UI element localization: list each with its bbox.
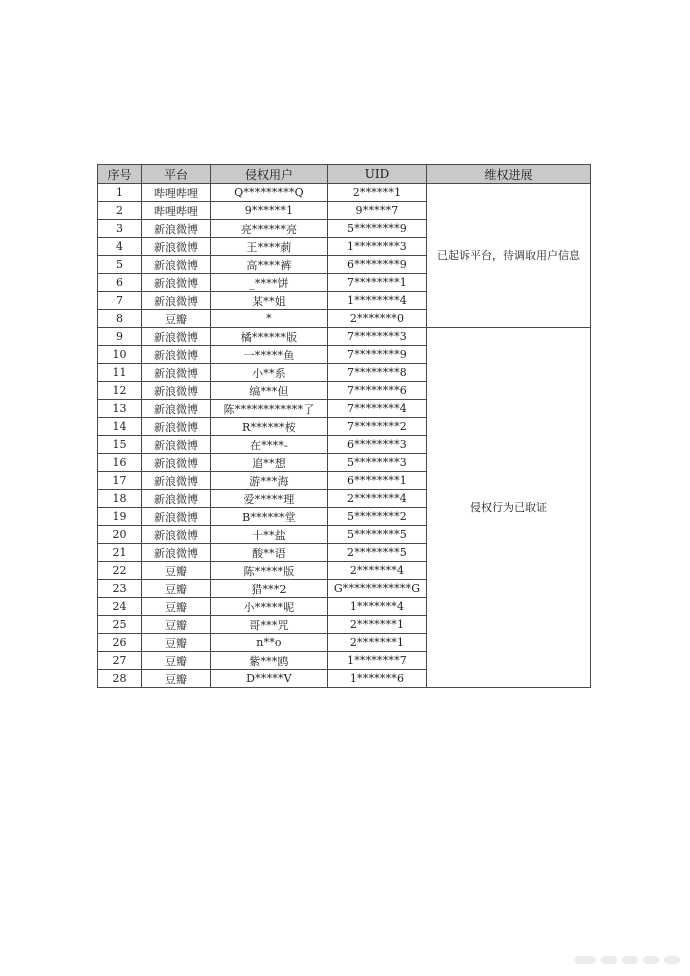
cell-user: 陈*****版 bbox=[211, 562, 328, 580]
cell-index: 13 bbox=[98, 400, 142, 418]
cell-user: 猎***2 bbox=[211, 580, 328, 598]
cell-uid: 7********3 bbox=[328, 328, 427, 346]
cell-index: 23 bbox=[98, 580, 142, 598]
table-row bbox=[98, 184, 591, 202]
cell-platform: 新浪微博 bbox=[142, 544, 211, 562]
cell-uid: 6********1 bbox=[328, 472, 427, 490]
cell-index: 5 bbox=[98, 256, 142, 274]
header-progress: 维权进展 bbox=[427, 165, 591, 184]
cell-uid: 2*******1 bbox=[328, 616, 427, 634]
cell-uid: 2********4 bbox=[328, 490, 427, 508]
cell-progress-status: 已起诉平台，待调取用户信息 bbox=[427, 184, 591, 328]
watermark bbox=[560, 954, 680, 966]
cell-platform: 新浪微博 bbox=[142, 436, 211, 454]
cell-platform: 新浪微博 bbox=[142, 490, 211, 508]
cell-progress-status: 侵权行为已取证 bbox=[427, 328, 591, 688]
cell-platform: 新浪微博 bbox=[142, 292, 211, 310]
cell-platform: 豆瓣 bbox=[142, 580, 211, 598]
cell-uid: 7********2 bbox=[328, 418, 427, 436]
cell-uid: 5********5 bbox=[328, 526, 427, 544]
cell-user: 9******1 bbox=[211, 202, 328, 220]
cell-uid: 1********3 bbox=[328, 238, 427, 256]
cell-user: * bbox=[211, 310, 328, 328]
cell-user: 缟***但 bbox=[211, 382, 328, 400]
cell-index: 24 bbox=[98, 598, 142, 616]
cell-index: 26 bbox=[98, 634, 142, 652]
cell-uid: 6********9 bbox=[328, 256, 427, 274]
cell-user: 某**姐 bbox=[211, 292, 328, 310]
cell-index: 12 bbox=[98, 382, 142, 400]
cell-user: 酸**语 bbox=[211, 544, 328, 562]
cell-user: _****饼 bbox=[211, 274, 328, 292]
cell-index: 27 bbox=[98, 652, 142, 670]
cell-user: 游***海 bbox=[211, 472, 328, 490]
cell-uid: 5********2 bbox=[328, 508, 427, 526]
cell-platform: 哔哩哔哩 bbox=[142, 202, 211, 220]
cell-uid: 1*******4 bbox=[328, 598, 427, 616]
cell-platform: 新浪微博 bbox=[142, 508, 211, 526]
cell-platform: 豆瓣 bbox=[142, 562, 211, 580]
cell-uid: 7********6 bbox=[328, 382, 427, 400]
cell-index: 28 bbox=[98, 670, 142, 688]
cell-index: 17 bbox=[98, 472, 142, 490]
cell-user: 一*****鱼 bbox=[211, 346, 328, 364]
cell-uid: 2*******4 bbox=[328, 562, 427, 580]
cell-index: 3 bbox=[98, 220, 142, 238]
cell-platform: 新浪微博 bbox=[142, 418, 211, 436]
cell-index: 19 bbox=[98, 508, 142, 526]
cell-user: n**o bbox=[211, 634, 328, 652]
cell-index: 21 bbox=[98, 544, 142, 562]
cell-platform: 新浪微博 bbox=[142, 382, 211, 400]
cell-user: 哥***咒 bbox=[211, 616, 328, 634]
cell-uid: 7********8 bbox=[328, 364, 427, 382]
header-user: 侵权用户 bbox=[211, 165, 328, 184]
cell-index: 11 bbox=[98, 364, 142, 382]
cell-index: 25 bbox=[98, 616, 142, 634]
cell-platform: 新浪微博 bbox=[142, 472, 211, 490]
cell-user: Q*********Q bbox=[211, 184, 328, 202]
cell-index: 6 bbox=[98, 274, 142, 292]
cell-user: 高****裤 bbox=[211, 256, 328, 274]
cell-user: 王****莿 bbox=[211, 238, 328, 256]
cell-platform: 豆瓣 bbox=[142, 634, 211, 652]
cell-uid: 7********1 bbox=[328, 274, 427, 292]
cell-uid: 2*******0 bbox=[328, 310, 427, 328]
cell-platform: 豆瓣 bbox=[142, 310, 211, 328]
cell-index: 8 bbox=[98, 310, 142, 328]
cell-uid: G************G bbox=[328, 580, 427, 598]
cell-platform: 豆瓣 bbox=[142, 616, 211, 634]
cell-uid: 6********3 bbox=[328, 436, 427, 454]
cell-platform: 新浪微博 bbox=[142, 220, 211, 238]
cell-uid: 5********3 bbox=[328, 454, 427, 472]
cell-user: 小**系 bbox=[211, 364, 328, 382]
cell-index: 22 bbox=[98, 562, 142, 580]
cell-uid: 2********5 bbox=[328, 544, 427, 562]
cell-index: 20 bbox=[98, 526, 142, 544]
cell-platform: 新浪微博 bbox=[142, 274, 211, 292]
cell-index: 14 bbox=[98, 418, 142, 436]
cell-index: 4 bbox=[98, 238, 142, 256]
cell-platform: 新浪微博 bbox=[142, 454, 211, 472]
cell-uid: 2*******1 bbox=[328, 634, 427, 652]
cell-index: 7 bbox=[98, 292, 142, 310]
cell-uid: 5********9 bbox=[328, 220, 427, 238]
cell-platform: 新浪微博 bbox=[142, 328, 211, 346]
cell-platform: 新浪微博 bbox=[142, 256, 211, 274]
cell-index: 15 bbox=[98, 436, 142, 454]
cell-user: 陈************了 bbox=[211, 400, 328, 418]
cell-platform: 新浪微博 bbox=[142, 400, 211, 418]
cell-uid: 9*****7 bbox=[328, 202, 427, 220]
cell-uid: 1********7 bbox=[328, 652, 427, 670]
cell-index: 10 bbox=[98, 346, 142, 364]
header-index: 序号 bbox=[98, 165, 142, 184]
cell-user: 亮******亮 bbox=[211, 220, 328, 238]
cell-index: 2 bbox=[98, 202, 142, 220]
cell-uid: 7********4 bbox=[328, 400, 427, 418]
cell-index: 9 bbox=[98, 328, 142, 346]
header-uid: UID bbox=[328, 165, 427, 184]
cell-user: 橘******版 bbox=[211, 328, 328, 346]
cell-user: 追**想 bbox=[211, 454, 328, 472]
cell-platform: 豆瓣 bbox=[142, 598, 211, 616]
cell-user: 在****- bbox=[211, 436, 328, 454]
table-body bbox=[98, 184, 591, 688]
cell-index: 16 bbox=[98, 454, 142, 472]
cell-user: D*****V bbox=[211, 670, 328, 688]
cell-uid: 1*******6 bbox=[328, 670, 427, 688]
header-platform: 平台 bbox=[142, 165, 211, 184]
cell-user: B******堂 bbox=[211, 508, 328, 526]
cell-user: 紫***鸥 bbox=[211, 652, 328, 670]
cell-uid: 2******1 bbox=[328, 184, 427, 202]
table-header-row bbox=[98, 165, 591, 184]
cell-index: 18 bbox=[98, 490, 142, 508]
cell-platform: 豆瓣 bbox=[142, 652, 211, 670]
infringement-table bbox=[97, 164, 591, 688]
cell-uid: 7********9 bbox=[328, 346, 427, 364]
cell-index: 1 bbox=[98, 184, 142, 202]
table-row bbox=[98, 328, 591, 346]
cell-platform: 新浪微博 bbox=[142, 364, 211, 382]
cell-user: 小*****呢 bbox=[211, 598, 328, 616]
cell-user: 爱*****理 bbox=[211, 490, 328, 508]
cell-platform: 新浪微博 bbox=[142, 346, 211, 364]
cell-user: 十**盐 bbox=[211, 526, 328, 544]
cell-platform: 哔哩哔哩 bbox=[142, 184, 211, 202]
cell-uid: 1********4 bbox=[328, 292, 427, 310]
cell-platform: 新浪微博 bbox=[142, 238, 211, 256]
cell-user: R******桉 bbox=[211, 418, 328, 436]
cell-platform: 新浪微博 bbox=[142, 526, 211, 544]
cell-platform: 豆瓣 bbox=[142, 670, 211, 688]
